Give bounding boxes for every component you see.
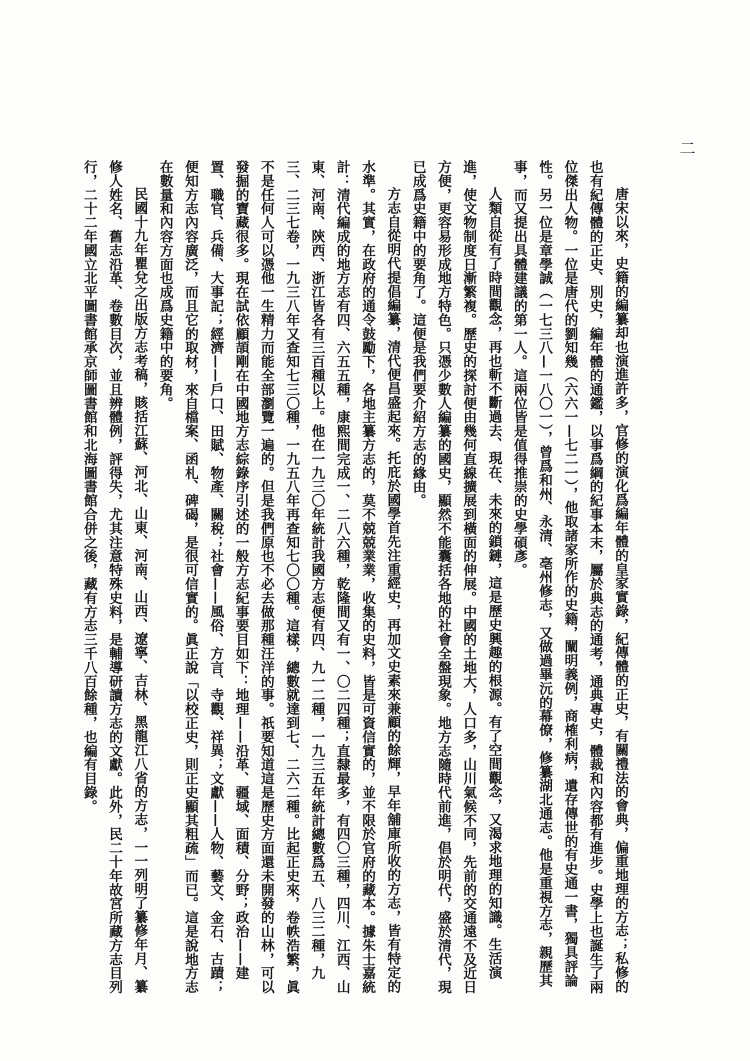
paragraph-1: 唐宋以來，史籍的編纂却也演進許多，官修的演化爲編年體的皇家實錄，紀傳體的正史，有關禮法的會典，偏重地理的方志；私修的也有紀傳體的正史、別史，編年體的通鑑，以事爲綱的紀事本末，屬於典志的通考，通典專史，體裁和內容都有進步。史學上也誕生了兩位傑出人物。一位是唐代的劉知幾（六六一—七二一），他取諸家所作的史籍，闡明義例，商榷利病，遺存傳世的有史通一書，獨具評論性。另一位是章學誠（一七三八—一八〇一），曾爲和州、永清、亳州修志，又做過畢沅的幕僚，修纂湖北通志。他是重視方志，親歷其事，而又提出具體建議的第一人。這兩位皆是值得推崇的史學碩彥。 bbox=[510, 160, 628, 994]
paragraph-3: 方志自從明代提倡編纂，清代便昌盛起來。托庇於國學首先注重經史，再加文史素來兼顧的餘輝，早年舖庫所收的方志，皆有特定的水準。其實，在政府的通令鼓勵下，各地主纂方志的，莫不兢兢業業，收集的史料，皆是可資信實的，並不限於官府的藏本。據朱士嘉統計：清代編成的地方志有四、六五五種，康熙間完成一、二八六種，乾隆間又有一、〇二四種；直隸最多，有四〇三種，四川、江西、山東、河南、陝西、浙江皆各有三百種以上。他在一九三〇年統計我國方志便有四、九一二種，一九三五年統計總數爲五、八三二種，九三、二三七卷，一九三八年又查知七三〇種，一九五八年再查知七〇〇種。這樣，總數就達到七、二六二種。比起正史來，卷帙浩繁，眞不是任何人可以憑他一生精力而能全部瀏覽一遍的。但是我們原也不必去做那種汪洋的事。祇要知道這是歷史方面還未開發的山林，可以發掘的寶藏很多。現在試依顧頡剛在中國地方志綜錄序引述的一般方志紀事要目如下：地理——沿革、疆域、面積、分野；政治——建置、職官、兵備、大事記；經濟——戶口、田賦、物產、關稅；社會——風俗、方言、寺觀、祥異；文獻——人物、藝文、金石、古蹟；便知方志內容廣泛，而且它的取材，來自檔案、函札、碑碣，是很可信實的。眞正說「以校正史，則正史顯其粗疏」而已。這是說地方志在數量和內容方面也成爲史籍中的要角。 bbox=[156, 160, 401, 994]
paragraph-4: 民國十九年瞿兌之出版方志考稿，賅括江蘇、河北、山東、河南、山西、遼寧、吉林、黑龍江八省的方志，一一列明了纂修年月、纂修人姓名、舊志沿革、卷數目次，並且辨體例，評得失，尤其注意特殊史料，是輔導研讀方志的文獻。此外，民二十年故宮所藏方志目列行，二十二年國立北平圖書館承京師圖書館和北海圖書館合併之後，藏有方志三千八百餘種，也編有目錄。 bbox=[80, 160, 148, 994]
paragraph-2: 人類自從有了時間觀念，再也斬不斷過去、現在、未來的鎖鏈，這是歷史興趣的根源。有了空間觀念，又渴求地理的知識。生活演進，使文物制度日漸繁複。歷史的探討便由幾何直線擴展到橫面的伸展。中國的土地大，人口多，山川氣候不同，先前的交通遠不及近日方便，更容易形成地方特色。只憑少數人編纂的國史，顯然不能囊括各地的社會全盤現象。地方志隨時代前進，倡於明代，盛於清代，現已成爲史籍中的要角了。這便是我們要介紹方志的緣由。 bbox=[409, 160, 502, 994]
page-number: 二 bbox=[677, 140, 696, 156]
body-text bbox=[75, 160, 632, 1000]
